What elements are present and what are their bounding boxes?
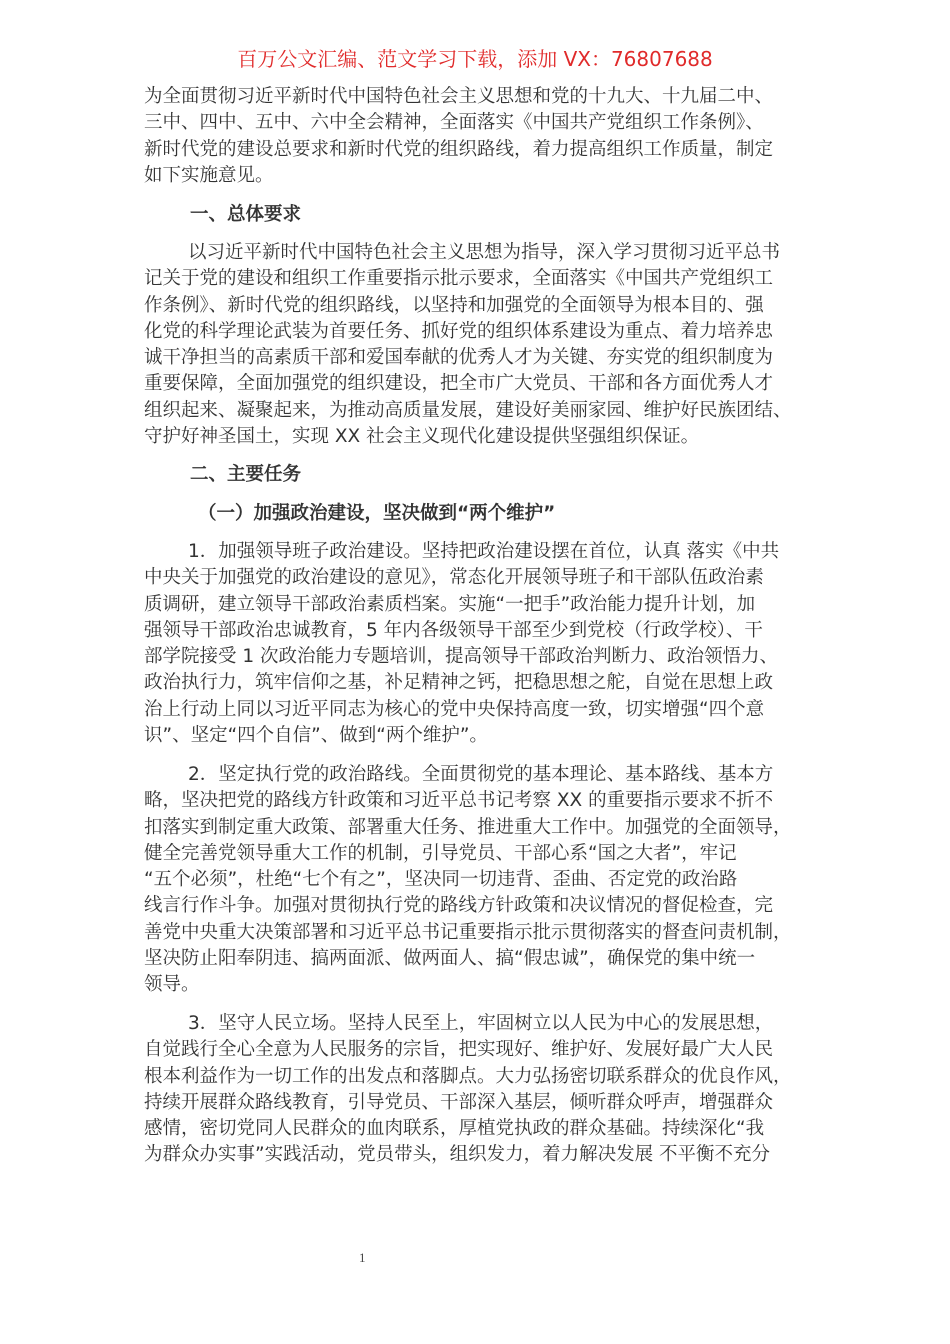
task-3-paragraph	[144, 1011, 812, 1169]
text-line: 作条例》、新时代党的组织路线，以坚持和加强党的全面领导为根本目的、强	[144, 294, 764, 316]
text-line: 根本利益作为一切工作的出发点和落脚点。大力弘扬密切联系群众的优良作风，	[144, 1065, 792, 1087]
text-line: 自觉践行全心全意为人民服务的宗旨，把实现好、维护好、发展好最广大人民	[144, 1039, 774, 1061]
text-line: 持续开展群众路线教育，引导党员、干部深入基层，倾听群众呼声，增强群众	[144, 1091, 774, 1113]
text-line: 健全完善党领导重大工作的机制，引导党员、干部心系“国之大者”，牢记	[144, 842, 737, 864]
text-line: 善党中央重大决策部署和习近平总书记重要指示批示贯彻落实的督查问责机制，	[144, 921, 792, 943]
text-line: 诚干净担当的高素质干部和爱国奉献的优秀人才为关键、夯实党的组织制度为	[144, 347, 774, 369]
text-line: 线言行作斗争。加强对贯彻执行党的路线方针政策和决议情况的督促检查，完	[144, 895, 774, 917]
text-line: 识”、坚定“四个自信”、做到“两个维护”。	[144, 725, 488, 747]
text-line: 治上行动上同以习近平同志为核心的党中央保持高度一致，切实增强“四个意	[144, 698, 765, 720]
section-heading-main-tasks: 二、主要任务	[190, 464, 302, 485]
text-line: 重要保障，全面加强党的组织建设，把全市广大党员、干部和各方面优秀人才	[144, 373, 774, 395]
overall-requirements-paragraph	[144, 240, 812, 450]
text-line: 扣落实到制定重大政策、部署重大任务、推进重大工作中。加强党的全面领导，	[144, 816, 792, 838]
text-line: 部学院接受 1 次政治能力专题培训，提高领导干部政治判断力、政治领悟力、	[144, 646, 779, 668]
text-line: 新时代党的建设总要求和新时代党的组织路线，着力提高组织工作质量，制定	[144, 138, 774, 160]
text-line: 质调研，建立领导干部政治素质档案。实施“一把手”政治能力提升计划，加	[144, 593, 756, 615]
text-line: 略，坚决把党的路线方针政策和习近平总书记考察 XX 的重要指示要求不折不	[144, 790, 774, 812]
text-line: 为全面贯彻习近平新时代中国特色社会主义思想和党的十九大、十九届二中、	[144, 86, 774, 107]
intro-paragraph	[144, 84, 812, 189]
text-line: 组织起来、凝聚起来，为推动高质量发展，建设好美丽家园、维护好民族团结、	[144, 399, 792, 421]
watermark-banner: 百万公文汇编、范文学习下载，添加 VX：76807688	[237, 47, 713, 71]
text-line: 三中、四中、五中、六中全会精神，全面落实《中国共产党组织工作条例》、	[144, 112, 764, 134]
page-number: 1	[359, 1250, 366, 1265]
text-line: 记关于党的建设和组织工作重要指示批示要求，全面落实《中国共产党组织工	[144, 268, 774, 290]
text-line: 强领导干部政治忠诚教育，5 年内各级领导干部至少到党校（行政学校）、干	[144, 619, 763, 641]
text-line: 3．坚守人民立场。坚持人民至上，牢固树立以人民为中心的发展思想，	[188, 1013, 774, 1034]
text-line: 政治执行力，筑牢信仰之基，补足精神之钙，把稳思想之舵，自觉在思想上政	[144, 672, 774, 694]
text-line: 2．坚定执行党的政治路线。全面贯彻党的基本理论、基本路线、基本方	[188, 764, 774, 785]
text-line: 为群众办实事”实践活动，党员带头，组织发力，着力解决发展 不平衡不充分	[144, 1144, 770, 1166]
section-heading-overall-requirements: 一、总体要求	[190, 204, 302, 225]
subsection-heading-political-building: （一）加强政治建设，坚决做到“两个维护”	[198, 503, 556, 524]
text-line: 坚决防止阳奉阴违、搞两面派、做两面人、搞“假忠诚”，确保党的集中统一	[144, 948, 756, 970]
task-1-paragraph	[144, 539, 812, 749]
text-line: 如下实施意见。	[144, 164, 274, 186]
task-2-paragraph	[144, 762, 812, 999]
text-line: “五个必须”，杜绝“七个有之”，坚决同一切违背、歪曲、否定党的政治路	[144, 869, 738, 891]
text-line: 1．加强领导班子政治建设。坚持把政治建设摆在首位，认真 落实《中共	[188, 541, 780, 562]
text-line: 守护好神圣国土，实现 XX 社会主义现代化建设提供坚强组织保证。	[144, 426, 700, 448]
text-line: 感情，密切党同人民群众的血肉联系，厚植党执政的群众基础。持续深化“我	[144, 1118, 765, 1140]
text-line: 化党的科学理论武装为首要任务、抓好党的组织体系建设为重点、着力培养忠	[144, 320, 774, 342]
text-line: 中央关于加强党的政治建设的意见》，常态化开展领导班子和干部队伍政治素	[144, 567, 764, 589]
text-line: 领导。	[144, 974, 200, 996]
text-line: 以习近平新时代中国特色社会主义思想为指导，深入学习贯彻习近平总书	[188, 242, 781, 263]
